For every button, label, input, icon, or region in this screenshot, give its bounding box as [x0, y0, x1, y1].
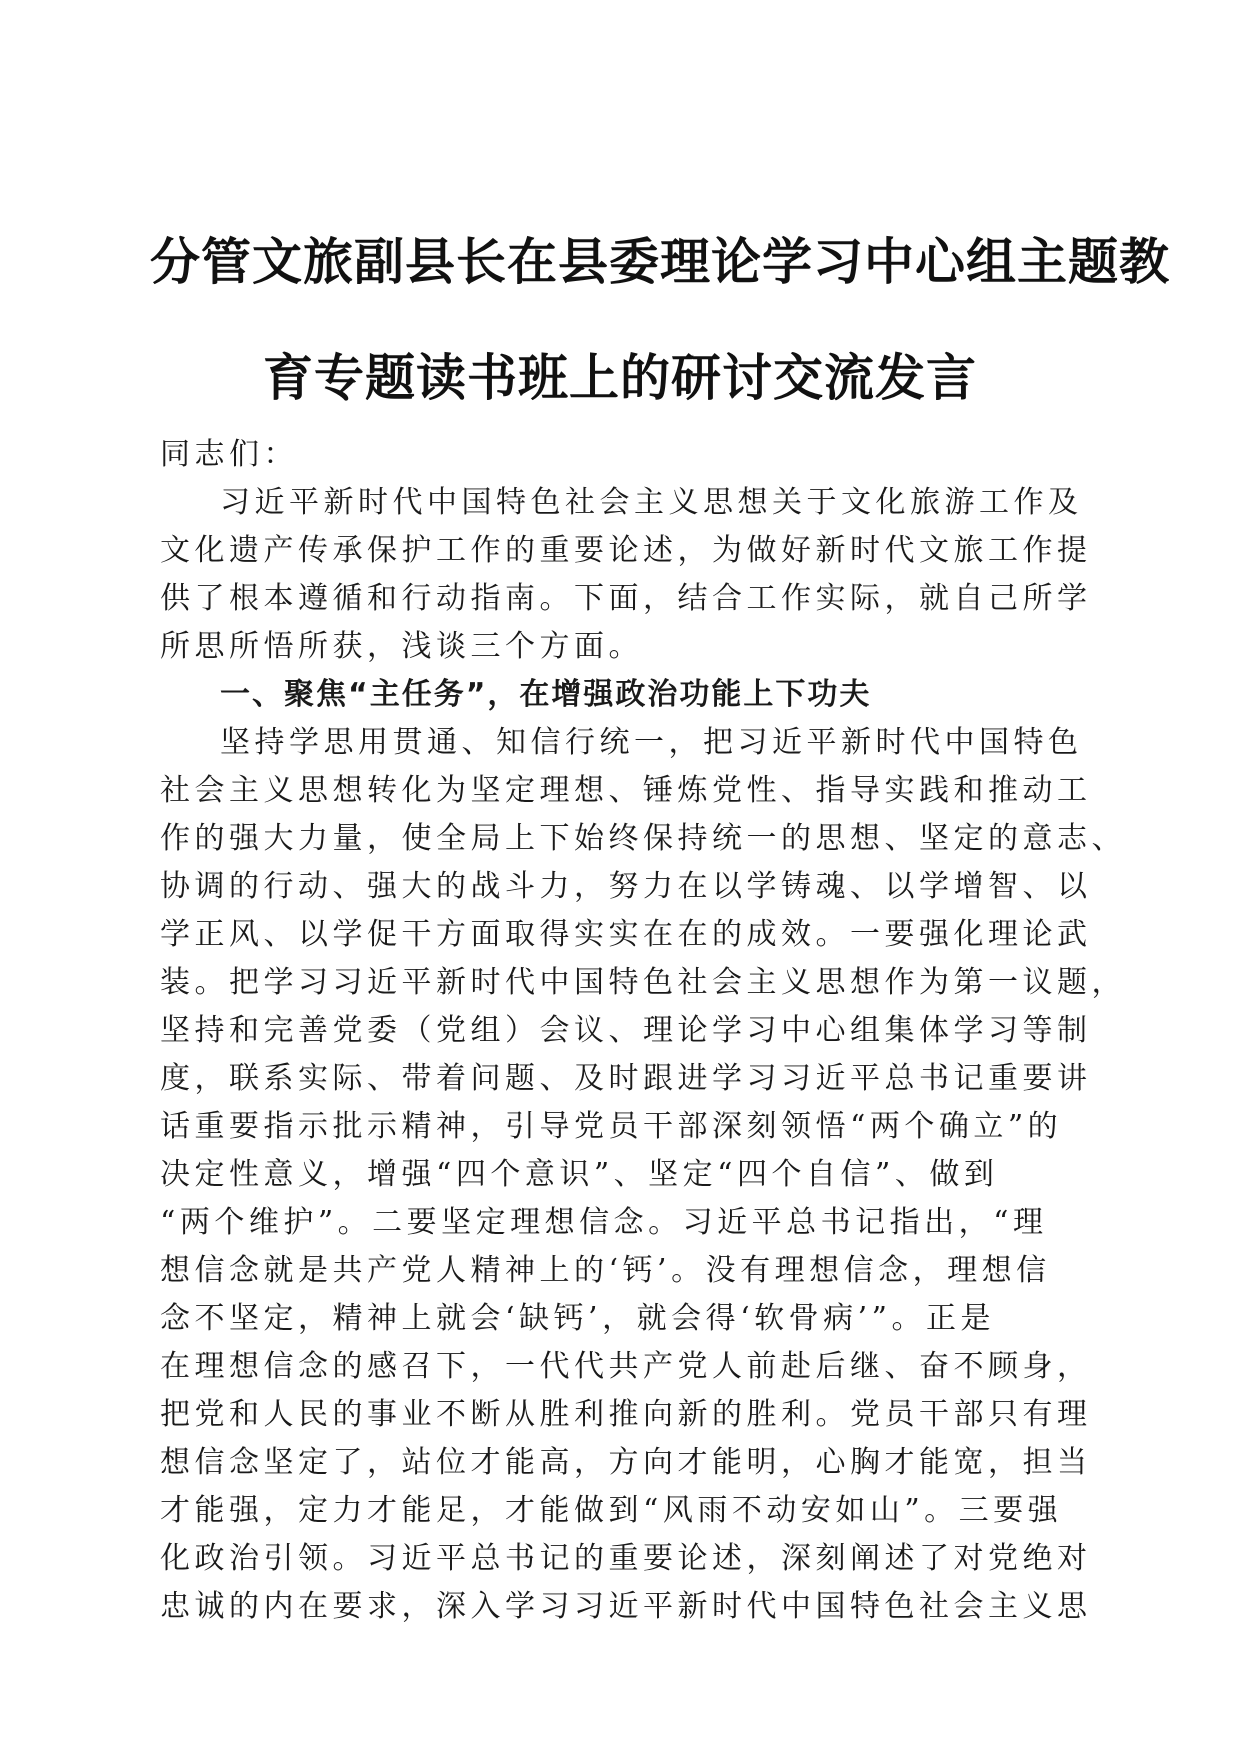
- document-title-line-2: 育专题读书班上的研讨交流发言: [263, 348, 977, 407]
- body-line: 想信念坚定了，站位才能高，方向才能明，心胸才能宽，担当: [160, 1445, 1092, 1480]
- intro-line: 所思所悟所获，浅谈三个方面。: [160, 629, 643, 664]
- body-line: 念不坚定，精神上就会‘缺钙’，就会得‘软骨病’”。正是: [160, 1301, 995, 1336]
- body-line: 作的强大力量，使全局上下始终保持统一的思想、坚定的意志、: [160, 821, 1126, 856]
- body-line: 坚持和完善党委（党组）会议、理论学习中心组集体学习等制: [160, 1013, 1092, 1048]
- section-heading: 一、聚焦“主任务”，在增强政治功能上下功夫: [220, 677, 872, 712]
- body-line: 装。把学习习近平新时代中国特色社会主义思想作为第一议题，: [160, 965, 1126, 1000]
- body-line: 决定性意义，增强“四个意识”、坚定“四个自信”、做到: [160, 1157, 999, 1192]
- body-line: 想信念就是共产党人精神上的‘钙’。没有理想信念，理想信: [160, 1253, 1051, 1288]
- body-line: 话重要指示批示精神，引导党员干部深刻领悟“两个确立”的: [160, 1109, 1063, 1144]
- body-line: “两个维护”。二要坚定理想信念。习近平总书记指出，“理: [160, 1205, 1048, 1240]
- body-line: 协调的行动、强大的战斗力，努力在以学铸魂、以学增智、以: [160, 869, 1092, 904]
- body-line: 社会主义思想转化为坚定理想、锤炼党性、指导实践和推动工: [160, 773, 1092, 808]
- intro-line: 习近平新时代中国特色社会主义思想关于文化旅游工作及: [220, 485, 1083, 520]
- body-line: 把党和人民的事业不断从胜利推向新的胜利。党员干部只有理: [160, 1397, 1092, 1432]
- body-line: 学正风、以学促干方面取得实实在在的成效。一要强化理论武: [160, 917, 1092, 952]
- body-line: 在理想信念的感召下，一代代共产党人前赴后继、奋不顾身，: [160, 1349, 1092, 1384]
- body-line: 度，联系实际、带着问题、及时跟进学习习近平总书记重要讲: [160, 1061, 1092, 1096]
- intro-line: 文化遗产传承保护工作的重要论述，为做好新时代文旅工作提: [160, 533, 1092, 568]
- intro-line: 供了根本遵循和行动指南。下面，结合工作实际，就自己所学: [160, 581, 1092, 616]
- document-title-line-1: 分管文旅副县长在县委理论学习中心组主题教: [150, 232, 1170, 291]
- body-line: 才能强，定力才能足，才能做到“风雨不动安如山”。三要强: [160, 1493, 1063, 1528]
- body-line: 忠诚的内在要求，深入学习习近平新时代中国特色社会主义思: [160, 1589, 1092, 1624]
- body-line: 坚持学思用贯通、知信行统一，把习近平新时代中国特色: [220, 725, 1083, 760]
- salutation: 同志们：: [160, 437, 298, 472]
- body-line: 化政治引领。习近平总书记的重要论述，深刻阐述了对党绝对: [160, 1541, 1092, 1576]
